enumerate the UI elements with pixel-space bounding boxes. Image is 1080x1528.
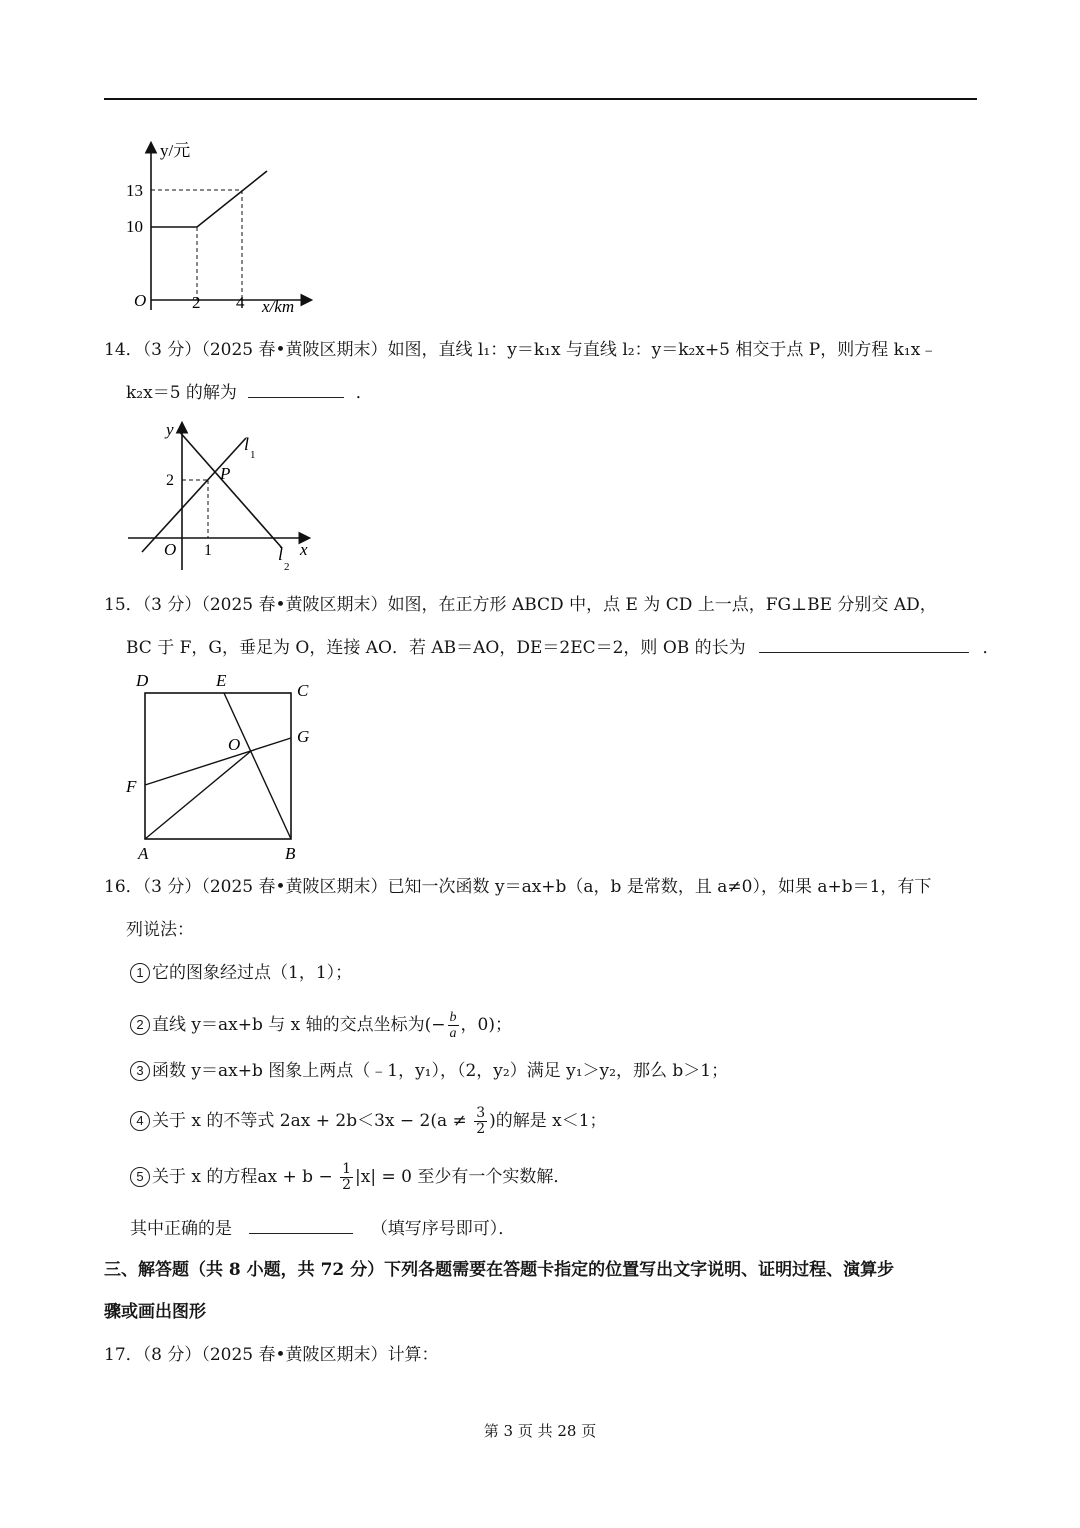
q15-text2: BC 于 F，G，垂足为 O，连接 AO．若 AB＝AO，DE＝2EC＝2，则 OB 的长为 [126,638,746,658]
q16-text: 已知一次函数 y＝ax+b（a，b 是常数，且 a≠0），如果 a+b＝1，有下 [387,877,932,897]
tick-10: 10 [126,217,143,236]
label-o: O [228,735,241,754]
q17-number: 17． [104,1345,143,1365]
q17-meta: （8 分）（2025 春•黄陂区期末） [142,1345,388,1365]
q16-item-4: 4 关于 x 的不等式 2ax + 2b＜3x − 2(a ≠ $\frac{3}{2}$ )的解是 x＜1； [130,1106,607,1137]
fraction-1-over-2: $\frac{1}{2}$ [342,1161,352,1193]
q14-meta: （3 分）（2025 春•黄陂区期末） [142,340,388,360]
label-b: B [285,844,296,863]
l2-label: l [278,544,284,564]
line-l2 [178,430,282,548]
figure-q13-graph [110,132,330,322]
l1-subscript: 1 [250,449,256,461]
q16-number: 16． [104,877,143,897]
q16-item-1: 1 它的图象经过点（1，1）； [130,962,352,984]
circled-number: 2 [130,1015,150,1035]
q14-line1 [104,339,937,361]
figure-q15-square [120,668,330,868]
label-e: E [216,671,227,690]
y-axis-label: y [166,420,174,439]
q16-item-3: 3 函数 y＝ax+b 图象上两点（﹣1，y₁），（2，y₂）满足 y₁＞y₂，那么 b＞1； [130,1060,728,1082]
l2-subscript: 2 [284,561,290,573]
q16-line2: 列说法： [126,920,194,940]
q16-answer-blank[interactable] [249,1217,353,1234]
figure-q14-graph [120,418,330,578]
tick-y2: 2 [166,472,174,489]
tick-x2: 2 [192,293,201,312]
q16-item-5: 5 关于 x 的方程ax + b − $\frac{1}{2}$ |x| = 0 至少有一个实数解． [130,1162,570,1193]
x-axis-label: x [300,540,308,559]
circled-number: 5 [130,1167,150,1187]
q17-line [104,1344,439,1366]
fraction-3-over-2: $\frac{3}{2}$ [476,1105,486,1137]
section-3-heading-cont: 骤或画出图形 [104,1302,206,1322]
section-3-heading: 三、解答题（共 8 小题，共 72 分）下列各题需要在答题卡指定的位置写出文字说明、证明过程、演算步 [104,1260,895,1280]
q14-line2: k₂x＝5 的解为 ． [126,383,373,403]
q16-answer-line: 其中正确的是 （填写序号即可）． [130,1219,516,1239]
tick-x1: 1 [204,542,212,559]
page-footer: 第 3 页 共 28 页 [483,1422,597,1440]
q15-number: 15． [104,595,143,615]
origin-label: O [164,540,177,559]
tick-13: 13 [126,181,143,200]
segment-be [224,693,291,839]
q16-meta: （3 分）（2025 春•黄陂区期末） [142,877,388,897]
x-axis-label: x/km [262,297,295,316]
label-f: F [126,777,137,796]
label-d: D [136,671,149,690]
q16-line1 [104,876,931,898]
q15-line2: BC 于 F，G，垂足为 O，连接 AO．若 AB＝AO，DE＝2EC＝2，则 OB 的长为 ． [126,638,1000,658]
q14-text: 如图，直线 l₁：y＝k₁x 与直线 l₂：y＝k₂x+5 相交于点 P，则方程 k₁x﹣ [387,340,938,360]
circled-number: 4 [130,1111,150,1131]
q15-text: 如图，在正方形 ABCD 中，点 E 为 CD 上一点，FG⊥BE 分别交 AD， [387,595,937,615]
label-a: A [138,844,149,863]
l1-label: l [244,434,250,454]
line-l1 [142,438,246,552]
price-line [151,171,267,227]
label-c: C [297,681,309,700]
tick-x4: 4 [236,293,245,312]
circled-number: 1 [130,963,150,983]
y-axis-label: y/元 [160,141,191,160]
fraction-b-over-a: $\frac{b}{a}$ [449,1010,457,1041]
circled-number: 3 [130,1061,150,1081]
header-rule [104,98,977,100]
q16-item-2: 2 直线 y＝ax+b 与 x 轴的交点坐标为(− $\frac{b}{a}$ ，0)； [130,1010,512,1041]
q14-number: 14． [104,340,143,360]
square-abcd [145,693,291,839]
q15-meta: （3 分）（2025 春•黄陂区期末） [142,595,388,615]
q15-line1 [104,594,937,616]
q14-answer-blank[interactable] [248,381,344,398]
q17-text: 计算： [387,1345,439,1365]
point-p-label: P [220,464,231,483]
segment-ao [145,751,251,839]
label-g: G [297,727,310,746]
origin-label: O [134,291,147,310]
q15-answer-blank[interactable] [759,636,969,653]
q14-text2: k₂x＝5 的解为 [126,383,237,403]
